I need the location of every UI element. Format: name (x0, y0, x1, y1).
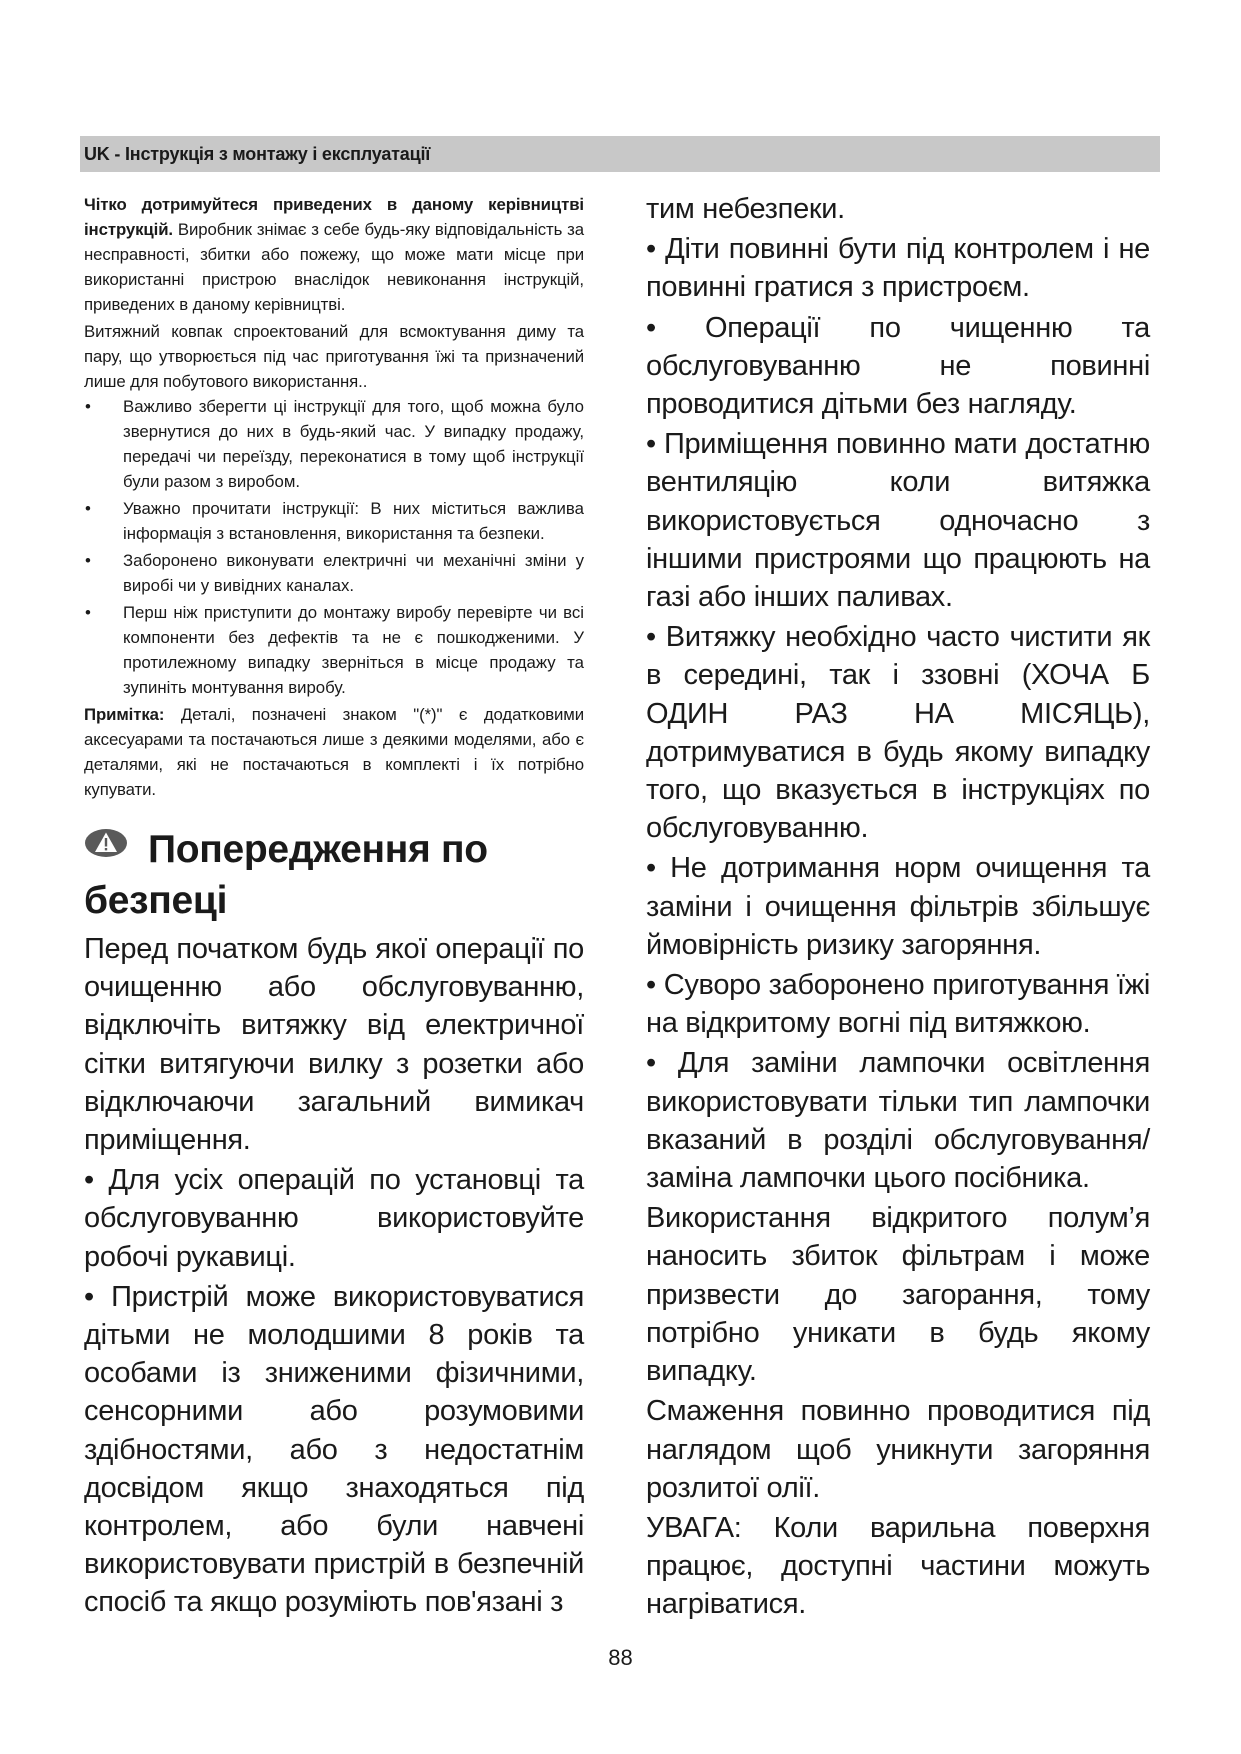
right-column (646, 190, 1150, 1626)
page-number: 88 (608, 1645, 633, 1670)
list-item (84, 548, 584, 598)
safety-paragraph: Перед початком будь якої операції по очищенню або обслуговуванню, відключіть витяжку від електричної сітки витягуючи вилку з розетки або відключаючи загальний вимикач приміщення. (84, 933, 584, 1157)
safety-paragraph: • Операції по чищенню та обслуговуванню не повинні проводитися дітьми без нагляду. (646, 311, 1150, 421)
bullet-symbol: • (85, 499, 91, 518)
intro-paragraph (84, 192, 584, 317)
safety-paragraph: • Діти повинні бути під контролем і не повинні гратися з пристроєм. (646, 233, 1150, 304)
bullet-symbol: • (85, 397, 91, 416)
safety-paragraph: Смаження повинно проводитися під наглядом щоб уникнути загоряння розлитої олії. (646, 1395, 1150, 1504)
list-item-text: Важливо зберегти ці інструкції для того, щоб можна було звернутися до них в будь-який час. У випадку продажу, передачі чи переїзду, переконатися в тому щоб інструкції були разом з виробом. (123, 397, 584, 491)
section-header (80, 136, 1160, 172)
list-item-text: Заборонено виконувати електричні чи механічні зміни у виробі чи у вивідних каналах. (123, 551, 584, 595)
safety-paragraph: • Пристрій може використовуватися дітьми не молодшими 8 років та особами із зниженими фізичними, сенсорними або розумовими здібностями, або з недостатнім досвідом якщо знаходяться під контролем, або були навчені використовувати пристрій в безпечній спосіб та якщо розуміють пов'язані з (84, 1280, 584, 1619)
safety-paragraph: тим небезпеки. (646, 193, 845, 225)
instructions-list (84, 394, 584, 700)
intro-bold-lead: Чітко дотримуйтеся приведених в даному керівництві інструкцій. (84, 195, 584, 239)
safety-paragraph: • Суворо заборонено приготування їжі на відкритому вогні під витяжкою. (646, 969, 1150, 1040)
bullet-symbol: • (85, 551, 91, 570)
warning-icon (84, 828, 128, 858)
list-item (84, 496, 584, 546)
safety-paragraph: • Для заміни лампочки освітлення використовувати тільки тип лампочки вказаний в розділі обслуговування/заміна лампочки цього посібника. (646, 1047, 1150, 1195)
safety-heading-block (84, 824, 584, 926)
list-item-text: Уважно прочитати інструкції: В них міститься важлива інформація з встановлення, використання та безпеки. (123, 499, 584, 543)
purpose-paragraph: Витяжний ковпак спроектований для всмоктування диму та пару, що утворюється під час приготування їжі та призначений лише для побутового використання.. (84, 322, 584, 391)
note-text: Деталі, позначені знаком "(*)" є додатковими аксесуарами та постачаються лише з деякими моделями, або є деталями, які не постачаються в комплекті і їх потрібно купувати. (84, 705, 584, 799)
safety-paragraph: • Приміщення повинно мати достатню вентиляцію коли витяжка використовується одночасно з іншими пристроями що працюють на газі або інших паливах. (646, 428, 1150, 614)
header-title: UK - Інструкція з монтажу і експлуатації (84, 144, 431, 164)
list-item-text: Перш ніж приступити до монтажу виробу перевірте чи всі компоненти без дефектів та не є пошкодженими. У протилежному випадку зверніться в місце продажу та зупиніть монтування виробу. (123, 603, 584, 697)
note-paragraph (84, 702, 584, 802)
list-item (84, 394, 584, 494)
intro-text: Виробник знімає з себе будь-яку відповідальність за несправності, збитки або пожежу, що може мати місце при використанні пристрою внаслідок невиконання інструкцій, приведених в даному керівництві. (84, 220, 584, 314)
list-item (84, 600, 584, 700)
safety-paragraph: Використання відкритого полум’я наносить збиток фільтрам і може призвести до загорання, тому потрібно уникати в будь якому випадку. (646, 1202, 1150, 1388)
left-column (84, 192, 584, 1624)
safety-heading: Попередження по безпеці (84, 828, 488, 922)
note-label: Примітка: (84, 705, 165, 724)
safety-paragraph: • Для усіх операцій по установці та обслуговуванню використовуйте робочі рукавиці. (84, 1164, 584, 1273)
safety-paragraph: • Витяжку необхідно часто чистити як в середині, так і ззовні (ХОЧА Б ОДИН РАЗ НА МІСЯЦЬ), дотримуватися в будь якому випадку того, що вказується в інструкціях по обслуговуванню. (646, 621, 1150, 845)
safety-paragraph: УВАГА: Коли варильна поверхня працює, доступні частини можуть нагріватися. (646, 1511, 1150, 1621)
bullet-symbol: • (85, 603, 91, 622)
safety-paragraph: • Не дотримання норм очищення та заміни і очищення фільтрів збільшує ймовірність ризику загоряння. (646, 852, 1150, 961)
